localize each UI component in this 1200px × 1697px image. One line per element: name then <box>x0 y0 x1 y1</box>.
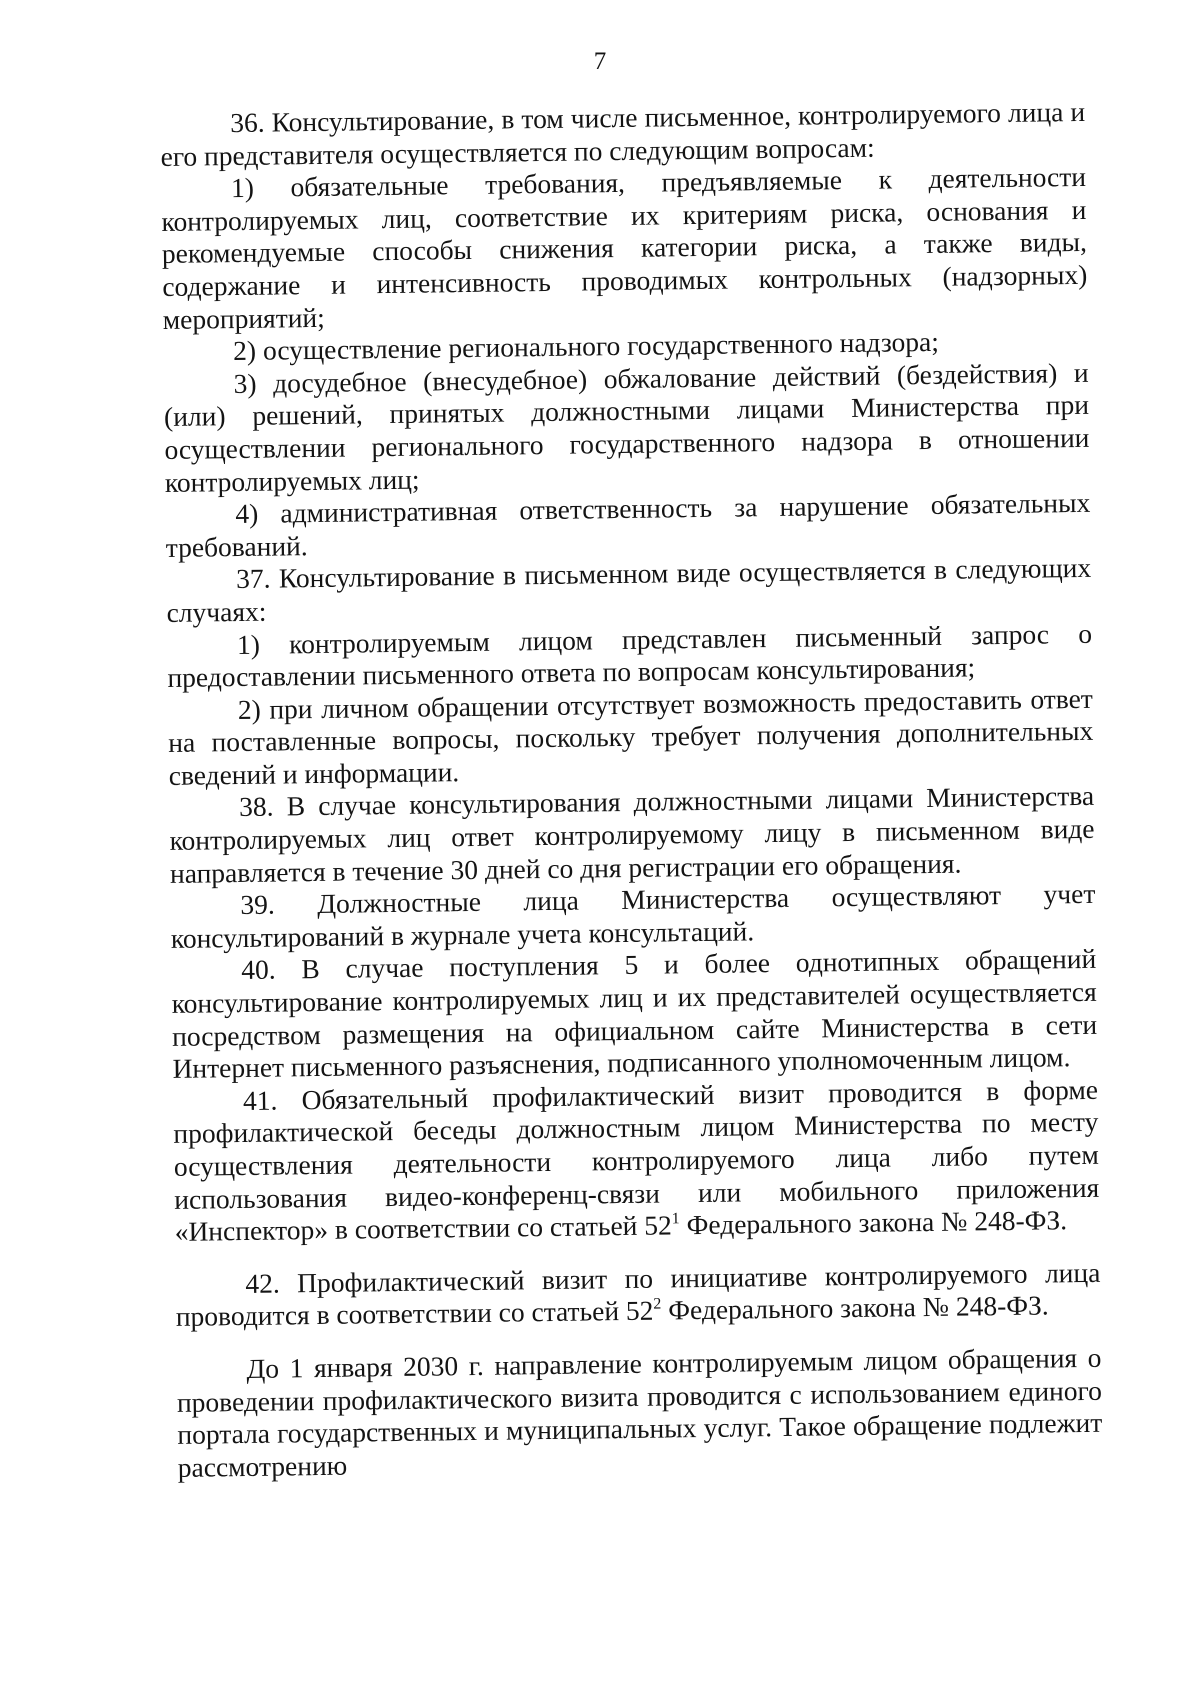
paragraph-36-item-3: 3) досудебное (внесудебное) обжалование действий (бездействия) и (или) решений, принятых должностными лицами Министерства при осуществлении регионального государственного надзора в отношении контролируемых лиц; <box>163 356 1090 498</box>
paragraph-41 <box>173 1074 1100 1249</box>
document-body <box>160 96 1103 1484</box>
paragraph-38: 38. В случае консультирования должностными лицами Министерства контролируемых лиц ответ контролируемому лицу в письменном виде направляется в течение 30 дней со дня регистрации его обращения. <box>169 780 1095 889</box>
paragraph-37-item-2: 2) при личном обращении отсутствует возможность предоставить ответ на поставленные вопросы, поскольку требует получения дополнительных сведений и информации. <box>168 682 1094 791</box>
paragraph-36-item-2: 2) осуществление регионального государственного надзора; <box>232 325 940 367</box>
paragraph-42-superscript: 2 <box>653 1295 662 1314</box>
page-number: 7 <box>593 48 607 75</box>
paragraph-40: 40. В случае поступления 5 и более однотипных обращений консультирование контролируемых лиц и их представителей осуществляется посредством размещения на официальном сайте Министерства в сети Интернет письменного разъяснения, подписанного уполномоченным лицом. <box>171 943 1098 1085</box>
paragraph-42 <box>175 1257 1101 1334</box>
paragraph-36-item-1: 1) обязательные требования, предъявляемые к деятельности контролируемых лиц, соответствие их критериям риска, основания и рекомендуемые способы снижения категории риска, а также виды, содержание и интенсивность проводимых контрольных (надзорных) мероприятий; <box>161 161 1088 335</box>
paragraph-39: 39. Должностные лица Министерства осуществляют учет консультирований в журнале учета консультаций. <box>170 878 1096 954</box>
paragraph-41-text-end: Федерального закона № 248-ФЗ. <box>679 1204 1068 1241</box>
paragraph-36-item-4: 4) административная ответственность за нарушение обязательных требований. <box>165 486 1091 563</box>
paragraph-42-text: 42. Профилактический визит по инициативе контролируемого лица проводится в соответствии со статьей 52 <box>175 1256 1101 1333</box>
paragraph-42-text-end: Федерального закона № 248-ФЗ. <box>661 1289 1049 1326</box>
paragraph-36: 36. Консультирование, в том числе письменное, контролируемого лица и его представителя осуществляется по следующим вопросам: <box>160 95 1086 172</box>
paragraph-2030-note: До 1 января 2030 г. направление контролируемым лицом обращения о проведении профилактического визита проводится с использованием единого портала государственных и муниципальных услуг. Такое обращение подлежит рассмотрению <box>176 1341 1103 1483</box>
paragraph-37-item-1: 1) контролируемым лицом представлен письменный запрос о предоставлении письменного ответа по вопросам консультирования; <box>167 617 1093 694</box>
paragraph-41-superscript: 1 <box>671 1210 680 1228</box>
paragraph-41-text: 41. Обязательный профилактический визит проводится в форме профилактической беседы должностным лицом Министерства по месту осуществления деятельности контролируемого лица либо путем использования видео-конференц-связи или мобильного приложения «Инспектор» в соответствии со статьей 52 <box>173 1073 1100 1248</box>
paragraph-37: 37. Консультирование в письменном виде осуществляется в следующих случаях: <box>166 552 1092 628</box>
